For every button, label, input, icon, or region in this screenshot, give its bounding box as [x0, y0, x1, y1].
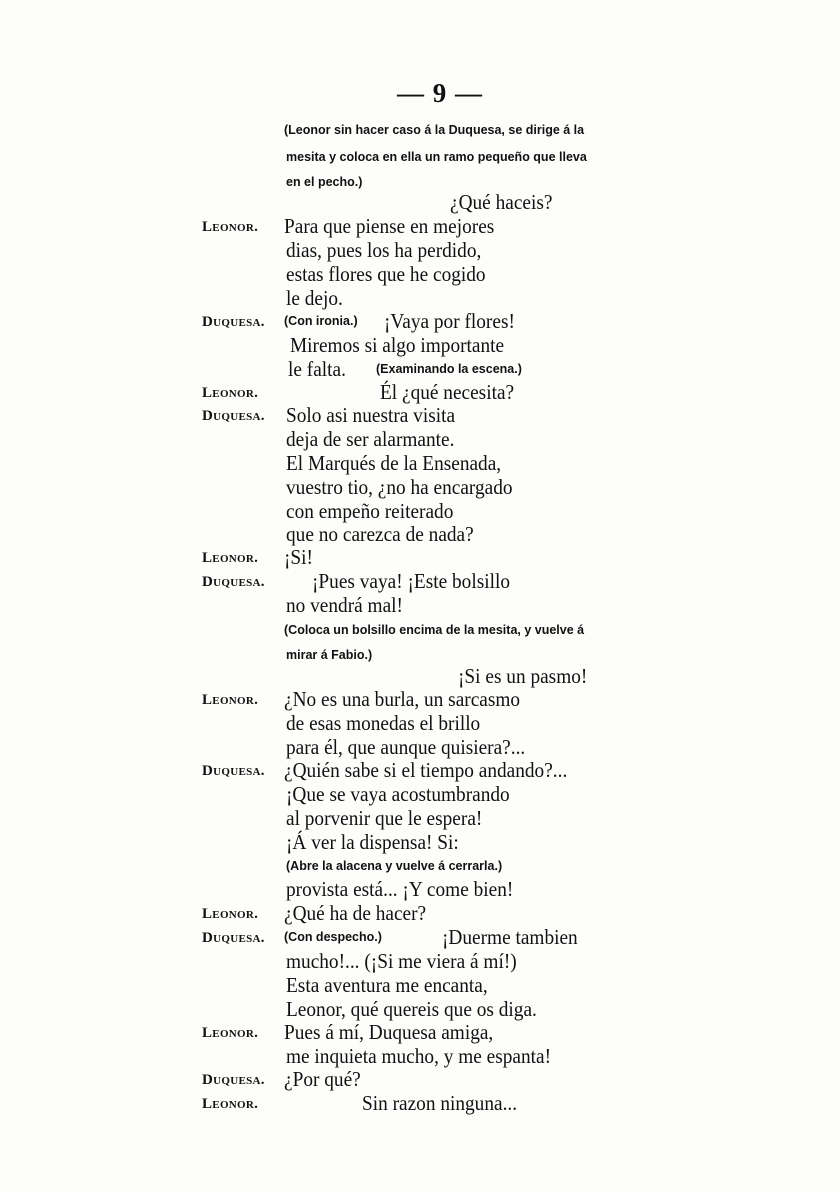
verse-line: de esas monedas el brillo — [286, 711, 481, 735]
page-number: — 9 — — [397, 78, 483, 108]
verse-line: ¿No es una burla, un sarcasmo — [284, 687, 521, 711]
verse-line: Miremos si algo importante — [290, 333, 505, 357]
verse-line: no vendrá mal! — [286, 593, 403, 617]
verse-line: Él ¿qué necesita? — [380, 380, 515, 404]
verse-line: al porvenir que le espera! — [286, 806, 483, 830]
stage-direction: (Leonor sin hacer caso á la Duquesa, se dirige á la — [284, 123, 585, 137]
stage-direction: (Con ironia.) — [284, 314, 358, 328]
verse-line: ¡Pues vaya! ¡Este bolsillo — [312, 569, 511, 593]
verse-line: provista está... ¡Y come bien! — [286, 877, 514, 901]
stage-direction: en el pecho.) — [286, 175, 363, 189]
speaker-label: Leonor. — [202, 1096, 259, 1112]
verse-line: vuestro tio, ¿no ha encargado — [286, 475, 513, 499]
verse-line: ¡Á ver la dispensa! Si: — [286, 830, 459, 854]
speaker-label: Leonor. — [202, 1025, 259, 1041]
verse-line: ¡Que se vaya acostumbrando — [286, 782, 510, 806]
verse-line: Leonor, qué quereis que os diga. — [286, 997, 537, 1021]
verse-line: deja de ser alarmante. — [286, 427, 455, 451]
verse-line: ¿Qué haceis? — [450, 190, 553, 214]
speaker-label: Duquesa. — [202, 1072, 265, 1088]
verse-line: ¿Por qué? — [284, 1067, 361, 1091]
verse-line: Solo asi nuestra visita — [286, 403, 456, 427]
verse-line: ¿Qué ha de hacer? — [284, 901, 427, 925]
speaker-label: Duquesa. — [202, 930, 265, 946]
verse-line: Esta aventura me encanta, — [286, 973, 488, 997]
verse-line: El Marqués de la Ensenada, — [286, 451, 502, 475]
speaker-label: Duquesa. — [202, 763, 265, 779]
verse-line: dias, pues los ha perdido, — [286, 238, 482, 262]
verse-line: Pues á mí, Duquesa amiga, — [284, 1020, 494, 1044]
verse-line: ¡Si es un pasmo! — [458, 664, 588, 688]
stage-direction: (Con despecho.) — [284, 930, 382, 944]
verse-line: ¡Si! — [284, 545, 313, 569]
speaker-label: Leonor. — [202, 219, 259, 235]
verse-line: ¿Quién sabe si el tiempo andando?... — [284, 758, 568, 782]
verse-line: estas flores que he cogido — [286, 262, 486, 286]
verse-line: que no carezca de nada? — [286, 522, 474, 546]
speaker-label: Leonor. — [202, 550, 259, 566]
speaker-label: Duquesa. — [202, 314, 265, 330]
stage-direction: (Coloca un bolsillo encima de la mesita, y vuelve á — [284, 623, 585, 637]
speaker-label: Leonor. — [202, 906, 259, 922]
speaker-label: Leonor. — [202, 692, 259, 708]
verse-line: mucho!... (¡Si me viera á mí!) — [286, 949, 517, 973]
verse-line: con empeño reiterado — [286, 499, 454, 523]
verse-line: le dejo. — [286, 286, 343, 310]
speaker-label: Leonor. — [202, 385, 259, 401]
verse-line: me inquieta mucho, y me espanta! — [286, 1044, 552, 1068]
stage-direction: (Examinando la escena.) — [376, 362, 522, 376]
speaker-label: Duquesa. — [202, 408, 265, 424]
stage-direction: mirar á Fabio.) — [286, 648, 373, 662]
verse-line: Para que piense en mejores — [284, 214, 495, 238]
stage-direction: mesita y coloca en ella un ramo pequeño que lleva — [286, 150, 587, 164]
verse-line: Sin razon ninguna... — [362, 1091, 518, 1115]
verse-line: ¡Vaya por flores! — [384, 309, 515, 333]
speaker-label: Duquesa. — [202, 574, 265, 590]
verse-line: para él, que aunque quisiera?... — [286, 735, 526, 759]
verse-line: le falta. — [288, 357, 346, 381]
stage-direction: (Abre la alacena y vuelve á cerrarla.) — [286, 859, 503, 873]
verse-line: ¡Duerme tambien — [442, 925, 578, 949]
